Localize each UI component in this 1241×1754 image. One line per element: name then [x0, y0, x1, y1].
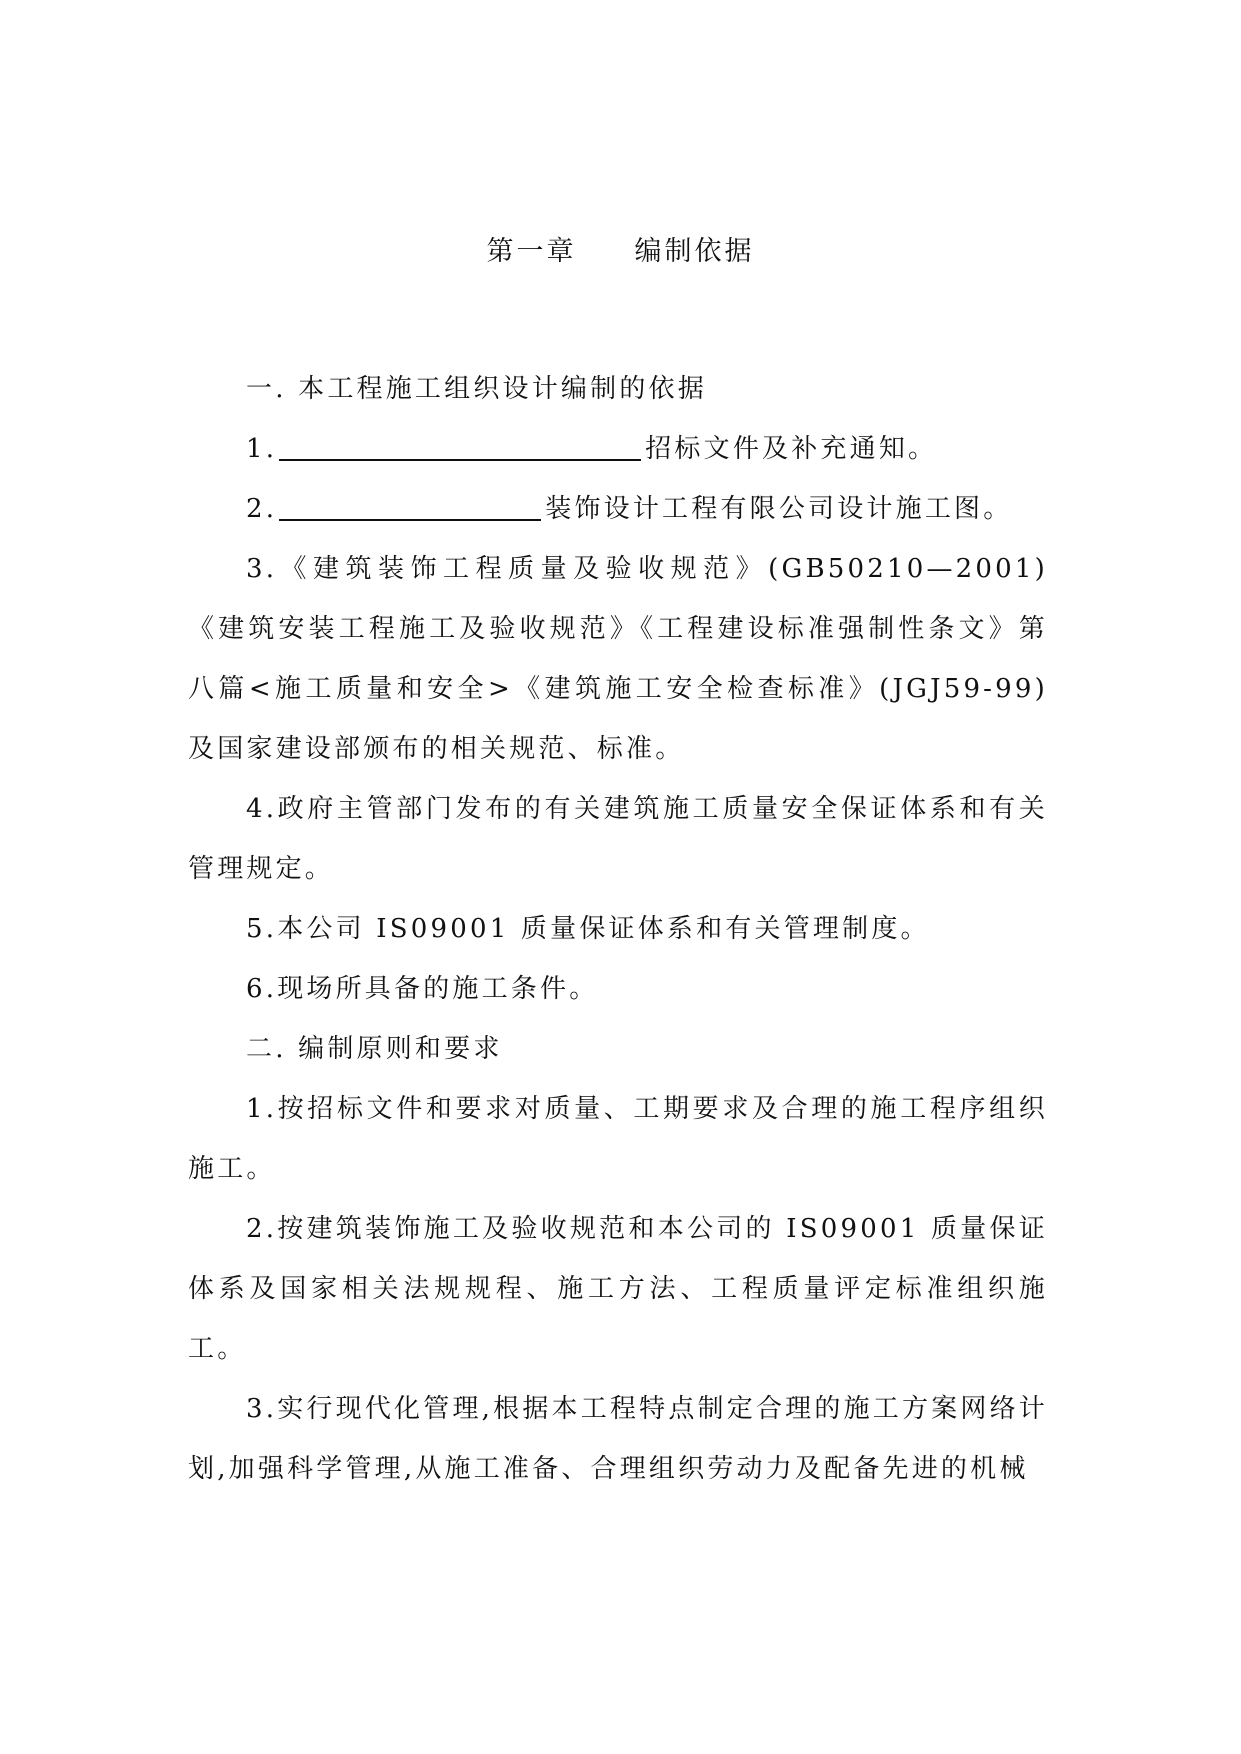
item-text: 招标文件及补充通知。	[645, 434, 938, 464]
section-1-heading: 一. 本工程施工组织设计编制的依据	[246, 374, 707, 404]
item-number: 2.	[246, 494, 278, 524]
item-number: 1.	[246, 434, 278, 464]
section-1-item-6: 6.现场所具备的施工条件。	[246, 974, 599, 1004]
blank-line	[279, 518, 541, 521]
item-text: 装饰设计工程有限公司设计施工图。	[545, 494, 1013, 524]
section-1-item-4: 4.政府主管部门发布的有关建筑施工质量安全保证体系和有关管理规定。	[188, 794, 1048, 884]
chapter-title: 第一章 编制依据	[486, 236, 755, 267]
section-2-item-2: 2.按建筑装饰施工及验收规范和本公司的 IS09001 质量保证体系及国家相关法规规程、施工方法、工程质量评定标准组织施工。	[188, 1214, 1048, 1364]
section-1-item-3: 3.《建筑装饰工程质量及验收规范》(GB50210—2001)《建筑安装工程施工及验收规范》《工程建设标准强制性条文》第八篇<施工质量和安全>《建筑施工安全检查标准》(JGJ59-99)及国家建设部颁布的相关规范、标准。	[188, 554, 1048, 764]
section-2-item-1: 1.按招标文件和要求对质量、工期要求及合理的施工程序组织施工。	[188, 1094, 1048, 1184]
section-1-item-5: 5.本公司 IS09001 质量保证体系和有关管理制度。	[246, 914, 930, 944]
document-body	[188, 359, 1048, 1499]
section-2-heading: 二. 编制原则和要求	[246, 1034, 503, 1064]
section-1-item-2	[188, 479, 1048, 539]
section-1-item-1	[188, 419, 1048, 479]
section-2-item-3: 3.实行现代化管理,根据本工程特点制定合理的施工方案网络计划,加强科学管理,从施工准备、合理组织劳动力及配备先进的机械	[188, 1394, 1048, 1484]
blank-line	[279, 458, 641, 461]
